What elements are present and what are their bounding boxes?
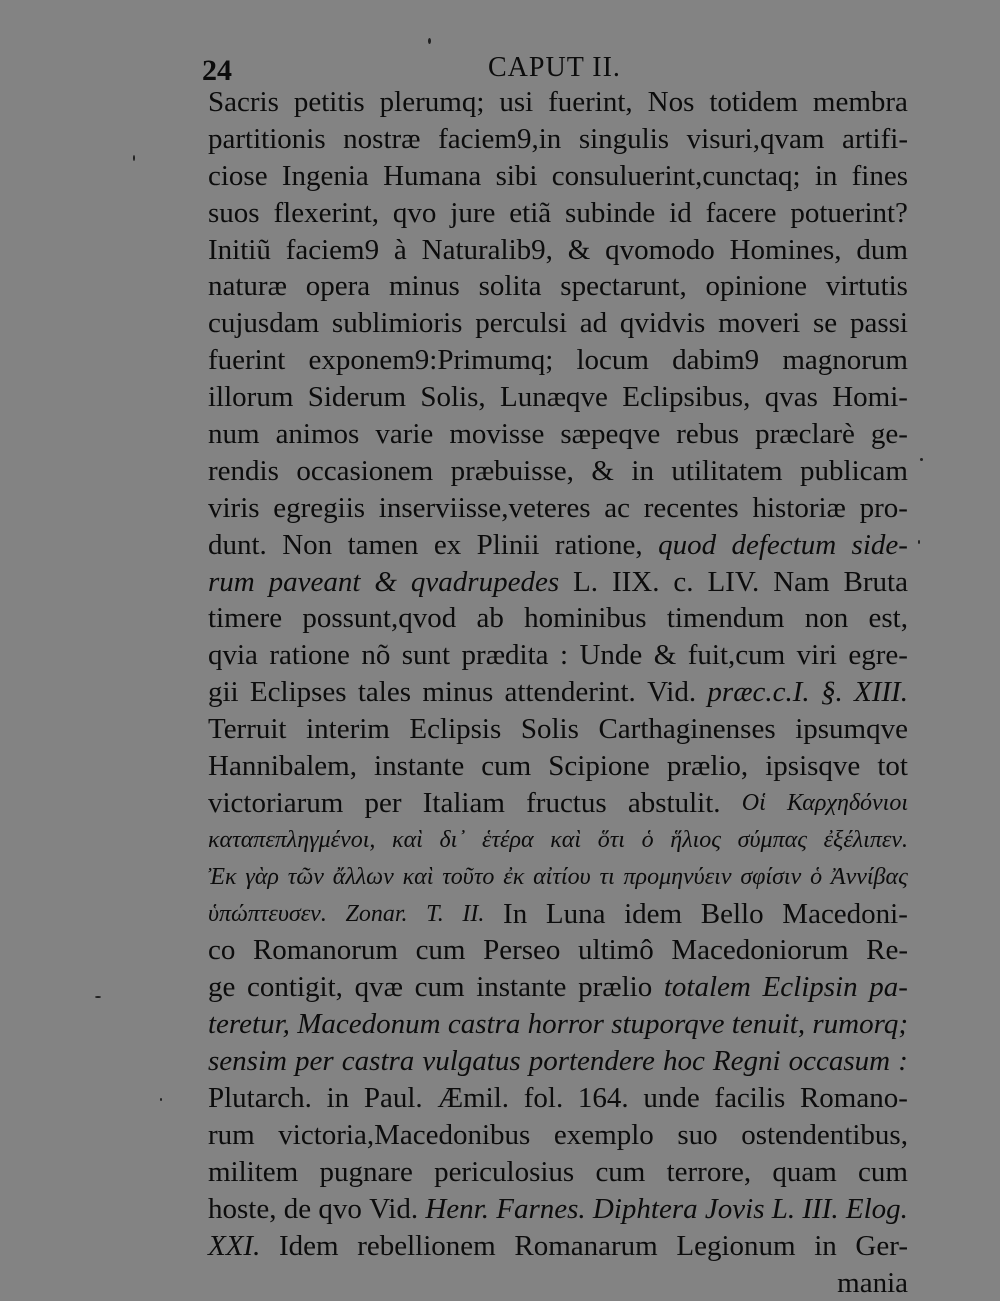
text-line [208,305,908,342]
word: cum [416,932,466,969]
word: contigit, [247,969,343,1006]
text-line [208,527,908,564]
word: virtutis [826,268,908,305]
scan-speck [918,540,920,544]
word: & [654,637,677,674]
word: Macedonum [297,1006,440,1043]
word: Regni [713,1043,781,1080]
word: LIV. [707,564,759,601]
word: naturæ [208,268,287,305]
word: Terruit [208,711,287,748]
word: consuluerint,cunctaq; [552,158,801,195]
word: timendum [667,600,785,637]
scan-speck [428,38,431,44]
word: Italiam [423,785,505,822]
word: προμηνύειν [624,859,732,896]
running-head: CAPUT II. [488,52,621,84]
word: non [805,600,849,637]
word: dunt. [208,527,267,564]
word: singulis [579,121,669,158]
word: qvæ [355,969,403,1006]
word: fructus [526,785,607,822]
word: opera [306,268,370,305]
word: sublimioris [332,305,463,342]
word: timere [208,600,282,637]
word: Romano- [800,1080,908,1117]
text-line [208,490,908,527]
text-line [208,785,908,822]
word: num [208,416,260,453]
word: instante [476,969,566,1006]
word: Zonar. [345,896,407,933]
word: vulgatus [422,1043,520,1080]
word: σύμπας [738,822,807,859]
word: dum [856,232,908,269]
word: αἰτίου [533,859,591,896]
word: IIX. [612,564,660,601]
word: minus [389,268,460,305]
word: In [503,896,527,933]
word: à [394,232,407,269]
word: qvomodo [605,232,715,269]
text-line [208,896,908,933]
word: occasionem [296,453,433,490]
word: viris [208,490,260,527]
word: se [813,305,837,342]
word: cum [481,748,531,785]
text-line [208,84,908,121]
word: Οἱ [742,785,766,822]
word: prædita [462,637,549,674]
word: ge- [871,416,908,453]
text-line [208,1154,908,1191]
word: cum [595,1154,645,1191]
word: Legionum [676,1228,795,1265]
word: ἑτέρα [482,822,534,859]
body-text [208,84,908,1301]
word: terrore, [667,1154,752,1191]
word: quam [772,1154,836,1191]
word: viri [797,637,837,674]
text-line [208,268,908,305]
word: καὶ [403,859,434,896]
text-line [208,748,908,785]
word: hominibus [524,600,646,637]
word: Perseo [483,932,560,969]
word: in [327,1080,350,1117]
word: suo [677,1117,717,1154]
text-line [208,822,908,859]
word: Romanarum [514,1228,657,1265]
word: ipsisqve [765,748,860,785]
text-line [208,932,908,969]
word: c. [673,564,693,601]
word: egre- [848,637,908,674]
word: καὶ [550,822,581,859]
word: inserviisse,veteres [379,490,591,527]
text-line [208,121,908,158]
word: perculsi [475,305,567,342]
word: ex [434,527,461,564]
word: fuerint, [548,84,633,121]
word: victoria,Macedonibus [278,1117,530,1154]
text-line [208,158,908,195]
word: Vid. [369,1191,418,1228]
text-line [208,637,908,674]
word: §. [821,674,843,711]
word: facilis [714,1080,785,1117]
word: abstulit. [628,785,721,822]
word: ratione [269,637,350,674]
word: ciose [208,158,268,195]
text-line [208,1228,908,1265]
word: minus [422,674,493,711]
word: artifi- [842,121,908,158]
word: III. [802,1191,838,1228]
word: ostendentibus, [741,1117,908,1154]
word: tenuit, [732,1006,805,1043]
word: per [295,1043,334,1080]
word: καταπεπληγμένοι, [208,822,375,859]
word: rum [208,564,255,601]
word: plerumq; [380,84,485,121]
word: occasum [789,1043,890,1080]
word: hoste, [208,1191,276,1228]
text-line [208,711,908,748]
word: interim [306,711,390,748]
word: varie [375,416,433,453]
word: Plutarch. [208,1080,312,1117]
word: tamen [348,527,419,564]
word: exponem9:Primumq; [308,342,553,379]
word: subinde [565,195,655,232]
word: side- [852,527,908,564]
word: fol. [524,1080,563,1117]
word: utilitatem [671,453,782,490]
text-line [208,1191,908,1228]
word: quod [658,527,716,564]
word: defectum [731,527,836,564]
word: in [631,453,654,490]
word: idem [624,896,682,933]
word: qvas [765,379,818,416]
word: Macedoniorum [671,932,848,969]
word: totalem [664,969,751,1006]
word: XXI. [208,1228,260,1265]
word: sunt [402,637,450,674]
word: rum [208,1117,255,1154]
word: faciem9,in [438,121,561,158]
word: cum [858,1154,908,1191]
page-number: 24 [202,54,232,88]
word: egregiis [273,490,365,527]
word: solita [479,268,542,305]
word: totidem [709,84,798,121]
word: attenderint. [505,674,636,711]
word: moveri [718,305,800,342]
word: ὁ [810,859,822,896]
text-line [208,1080,908,1117]
word: Καρχηδόνιοι [787,785,908,822]
word: animos [276,416,360,453]
word: ὁ [642,822,654,859]
word: pro- [860,490,908,527]
word: victoriarum [208,785,343,822]
word: ipsumqve [795,711,908,748]
word: Diphtera [593,1191,698,1228]
word: dabim9 [672,342,759,379]
word: σφίσιν [740,859,801,896]
word: Bruta [844,564,908,601]
word: Unde [579,637,642,674]
word: faciem9 [286,232,379,269]
word: ὅτι [598,822,625,859]
word: fines [852,158,908,195]
word: visuri,qvam [687,121,825,158]
word: qvadrupedes [411,564,559,601]
word: Eclipsis [409,711,501,748]
text-line [208,195,908,232]
text-line [208,564,908,601]
word: Vid. [647,674,696,711]
word: Hannibalem, [208,748,357,785]
word: ἐκ [503,859,524,896]
word: fuit,cum [688,637,785,674]
word: 164. [578,1080,629,1117]
scan-speck [920,458,923,461]
text-line [208,969,908,1006]
word: rumorq; [812,1006,908,1043]
word: possunt,qvod [302,600,456,637]
word: pugnare [319,1154,412,1191]
word: prælio [578,969,652,1006]
word: qvia [208,637,258,674]
word: tales [358,674,411,711]
word: L. [573,564,598,601]
text-line [208,1006,908,1043]
word: fuerint [208,342,285,379]
scan-speck [95,996,101,998]
word: mania [837,1265,908,1301]
word: & [374,564,397,601]
word: ultimô [578,932,654,969]
word: Eclipsin [763,969,858,1006]
word: unde [643,1080,699,1117]
word: τῶν [288,859,324,896]
word: historiæ [752,490,845,527]
word: movisse [449,416,544,453]
word: Luna [546,896,606,933]
word: hoc [663,1043,705,1080]
word: petitis [294,84,365,121]
word: co [208,932,235,969]
word: Re- [866,932,908,969]
word: suos [208,195,260,232]
word: præclarè [755,416,855,453]
word: stuporqve [611,1006,724,1043]
word: sensim [208,1043,287,1080]
word: cujusdam [208,305,319,342]
scan-speck [160,1098,162,1101]
word: id [669,195,692,232]
word: ac [604,490,630,527]
word: in [815,158,838,195]
text-line [208,859,908,896]
word: Ger- [855,1228,908,1265]
word: tot [877,748,908,785]
word: Sacris [208,84,279,121]
word: qvidvis [620,305,705,342]
word: exemplo [554,1117,654,1154]
text-line [208,379,908,416]
word: præc.c.I. [707,674,809,711]
word: Elog. [846,1191,908,1228]
word: teretur, [208,1006,290,1043]
word: rebellionem [357,1228,496,1265]
word: sæpeqve [560,416,660,453]
word: nostræ [343,121,420,158]
word: γὰρ [245,859,279,896]
word: jure [450,195,495,232]
word: Farnes. [496,1191,585,1228]
word: qvo [393,195,437,232]
word: ratione, [555,527,643,564]
word: qvo [318,1191,362,1228]
word: Idem [279,1228,339,1265]
word: rendis [208,453,279,490]
word: Carthaginenses [598,711,775,748]
word: Ingenia [282,158,369,195]
word: T. [426,896,444,933]
word: & [591,453,614,490]
word: pa- [869,969,908,1006]
word: Solis [521,711,579,748]
word: Homi- [832,379,908,416]
word: Macedoni- [782,896,908,933]
word: Nam [773,564,829,601]
word: opinione [706,268,808,305]
word: magnorum [782,342,908,379]
word: Bello [701,896,764,933]
word: Non [282,527,332,564]
word: Homines, [730,232,842,269]
scan-speck [133,155,135,161]
text-line [208,600,908,637]
word: Æmil. [437,1080,509,1117]
word: ge [208,969,235,1006]
word: Eclipses [250,674,347,711]
word: Jovis [705,1191,765,1228]
word: spectarunt, [560,268,686,305]
word: etiã [509,195,551,232]
word: præbuisse, [451,453,574,490]
word: καὶ [392,822,423,859]
word: horror [528,1006,604,1043]
word: & [568,232,591,269]
word: periculosius [434,1154,574,1191]
word: prælio, [667,748,748,785]
word: Nos [648,84,695,121]
text-line [208,1117,908,1154]
word: facere [706,195,777,232]
word: ad [580,305,607,342]
text-line [208,342,908,379]
word: τοῦτο [442,859,494,896]
word: in [814,1228,837,1265]
word: Naturalib9, [422,232,553,269]
word: sibi [496,158,538,195]
word: gii [208,674,239,711]
word: Plinii [477,527,540,564]
word: Paul. [364,1080,423,1117]
word: Eclipsibus, [622,379,750,416]
word: XIII. [854,674,908,711]
word: membra [813,84,908,121]
word: nõ [361,637,390,674]
text-line [208,674,908,711]
text-line [208,1043,908,1080]
word: flexerint, [273,195,378,232]
word: recentes [644,490,739,527]
word: Humana [383,158,481,195]
word: rebus [676,416,739,453]
word: : [560,637,568,674]
word: castra [448,1006,521,1043]
word: locum [577,342,650,379]
word: publicam [800,453,908,490]
word: instante [374,748,464,785]
word: ὑπώπτευσεν. [208,896,327,933]
word: Lunæqve [500,379,608,416]
word: castra [342,1043,415,1080]
word: Ἀννίβας [831,859,908,896]
word: portendere [529,1043,655,1080]
word: cum [415,969,465,1006]
word: II. [462,896,484,933]
word: Siderum [308,379,406,416]
text-line [208,453,908,490]
text-line [208,232,908,269]
word: per [365,785,402,822]
word: militem [208,1154,298,1191]
text-line [208,1265,908,1301]
word: illorum [208,379,293,416]
word: usi [499,84,533,121]
word: L. [772,1191,795,1228]
word: τι [599,859,614,896]
word: paveant [269,564,361,601]
word: de [284,1191,311,1228]
word: passi [850,305,908,342]
word: δι᾽ [440,822,466,859]
word: est, [869,600,908,637]
word: partitionis [208,121,326,158]
word: : [898,1043,908,1080]
word: Initiũ [208,232,271,269]
word: potuerint? [790,195,908,232]
word: Romanorum [253,932,398,969]
word: ἄλλων [333,859,394,896]
text-line [208,416,908,453]
word: Henr. [425,1191,489,1228]
word: ab [477,600,504,637]
word: Ἐκ [208,859,237,896]
word: ἥλιος [670,822,721,859]
word: Solis, [420,379,485,416]
word: Scipione [548,748,650,785]
word: ἐξέλιπεν. [824,822,908,859]
